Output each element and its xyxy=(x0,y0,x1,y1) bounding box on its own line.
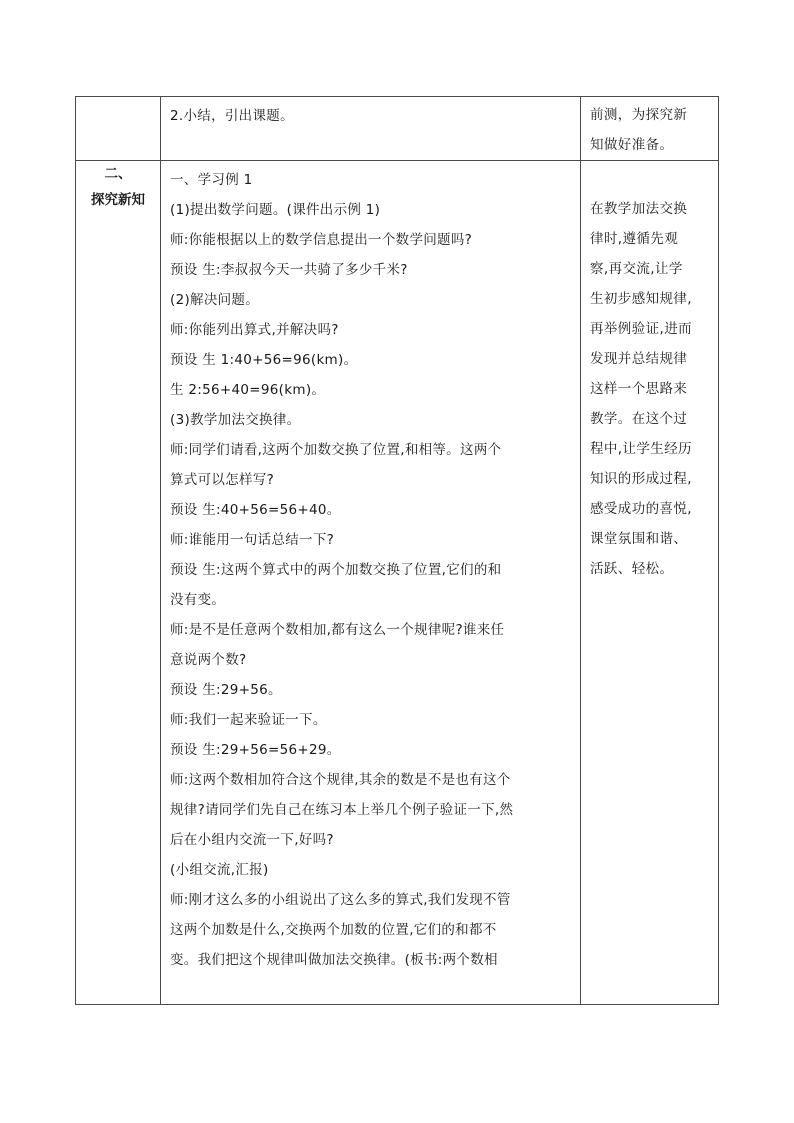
content-line: (1)提出数学问题。(课件出示例 1) xyxy=(170,202,381,218)
stage-number: 二、 xyxy=(104,166,132,182)
content-line: 预设 生 1:40+56=96(km)。 xyxy=(170,352,358,368)
note-line: 察,再交流,让学 xyxy=(590,261,683,277)
content-line: 师:谁能用一句话总结一下? xyxy=(170,532,335,548)
note-line: 感受成功的喜悦, xyxy=(590,501,692,517)
stage-cell xyxy=(76,161,161,1005)
content-line: 规律?请同学们先自己在练习本上举几个例子验证一下,然 xyxy=(170,802,514,818)
note-line: 程中,让学生经历 xyxy=(590,441,692,457)
content-line: 师:我们一起来验证一下。 xyxy=(170,712,327,728)
stage-cell xyxy=(76,97,161,161)
content-cell xyxy=(161,97,581,161)
content-line: 后在小组内交流一下,好吗? xyxy=(170,832,334,848)
content-line: (3)教学加法交换律。 xyxy=(170,412,301,428)
content-line: 生 2:56+40=96(km)。 xyxy=(170,382,326,398)
content-line: 师:这两个数相加符合这个规律,其余的数是不是也有这个 xyxy=(170,772,511,788)
content-line: 一、学习例 1 xyxy=(170,172,253,188)
content-line: 预设 生:29+56=56+29。 xyxy=(170,742,341,758)
content-line: 意说两个数? xyxy=(170,652,247,668)
content-line: 预设 生:29+56。 xyxy=(170,682,282,698)
content-line: 变。我们把这个规律叫做加法交换律。(板书:两个数相 xyxy=(170,952,498,968)
note-line: 课堂氛围和谐、 xyxy=(590,531,688,547)
note-line: 发现并总结规律 xyxy=(590,351,688,367)
table-row xyxy=(76,97,719,161)
note-line: 这样一个思路来 xyxy=(590,381,688,397)
note-line: 知识的形成过程, xyxy=(590,471,692,487)
content-line: 算式可以怎样写? xyxy=(170,472,275,488)
content-line: 师:是不是任意两个数相加,都有这么一个规律呢?谁来任 xyxy=(170,622,505,638)
note-line: 再举例验证,进而 xyxy=(590,321,692,337)
notes-cell xyxy=(581,161,719,1005)
note-line: 教学。在这个过 xyxy=(590,411,688,427)
stage-title: 探究新知 xyxy=(91,192,145,208)
table-row xyxy=(76,161,719,1005)
content-line: 2.小结，引出课题。 xyxy=(170,108,294,124)
note-line: 前测，为探究新 xyxy=(590,107,688,123)
note-line: 律时,遵循先观 xyxy=(590,231,679,247)
note-line: 生初步感知规律, xyxy=(590,291,692,307)
content-line: (小组交流,汇报) xyxy=(170,862,269,878)
content-line: 师:同学们请看,这两个加数交换了位置,和相等。这两个 xyxy=(170,442,502,458)
content-line: 预设 生:这两个算式中的两个加数交换了位置,它们的和 xyxy=(170,562,502,578)
content-line: 没有变。 xyxy=(170,592,226,608)
content-line: 预设 生:李叔叔今天一共骑了多少千米? xyxy=(170,262,408,278)
content-line: 这两个加数是什么,交换两个加数的位置,它们的和都不 xyxy=(170,922,497,938)
content-line: (2)解决问题。 xyxy=(170,292,260,308)
content-cell xyxy=(161,161,581,1005)
note-line xyxy=(590,164,710,194)
note-line: 活跃、轻松。 xyxy=(590,561,674,577)
note-lines xyxy=(581,161,718,584)
note-line: 知做好准备。 xyxy=(590,137,674,153)
content-line: 师:刚才这么多的小组说出了这么多的算式,我们发现不管 xyxy=(170,892,511,908)
note-line: 在教学加法交换 xyxy=(590,201,688,217)
notes-cell xyxy=(581,97,719,161)
lesson-plan-table xyxy=(75,96,719,1005)
content-line: 师:你能列出算式,并解决吗? xyxy=(170,322,339,338)
content-line: 预设 生:40+56=56+40。 xyxy=(170,502,341,518)
content-line: 师:你能根据以上的数学信息提出一个数学问题吗? xyxy=(170,232,473,248)
content-lines xyxy=(161,161,580,975)
